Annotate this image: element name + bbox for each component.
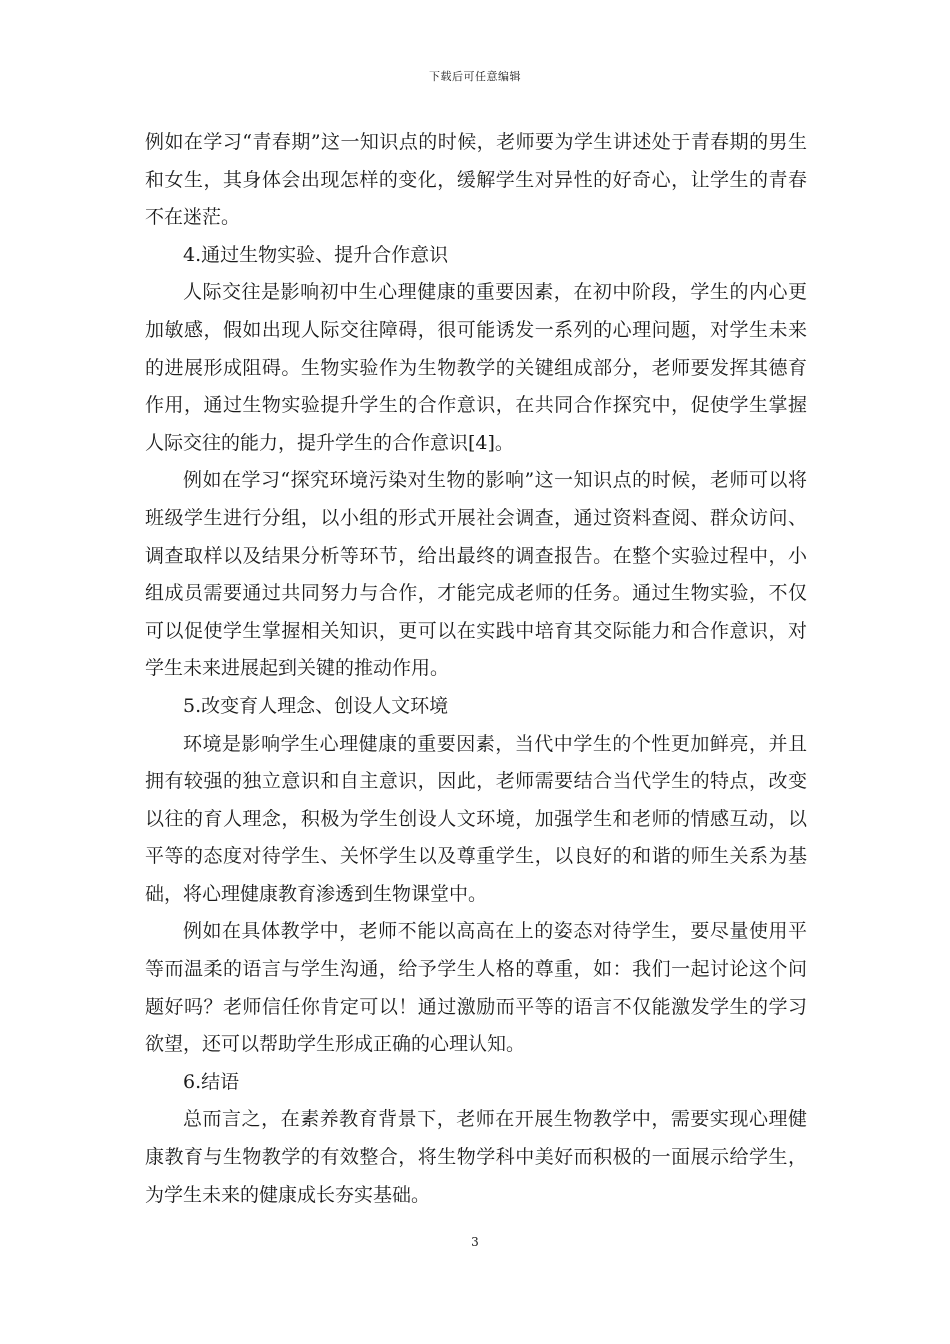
page-number: 3 — [471, 1235, 479, 1249]
paragraph-environment: 环境是影响学生心理健康的重要因素，当代中学生的个性更加鲜亮，并且拥有较强的独立意识和自主意识，因此，老师需要结合当代学生的特点，改变以往的育人理念，积极为学生创设人文环境，加强学生和老师的情感互动，以平等的态度对待学生、关怀学生以及尊重学生，以良好的和谐的师生关系为基础，将心理健康教育渗透到生物课堂中。 — [145, 732, 807, 905]
paragraph-teaching-example: 例如在具体教学中，老师不能以高高在上的姿态对待学生，要尽量使用平等而温柔的语言与学生沟通，给予学生人格的尊重，如：我们一起讨论这个问题好吗？老师信任你肯定可以！通过激励而平等的语言不仅能激发学生的学习欲望，还可以帮助学生形成正确的心理认知。 — [145, 920, 807, 1056]
section-heading-6: 6.结语 — [183, 1070, 240, 1093]
section-heading-4: 4.通过生物实验、提升合作意识 — [183, 243, 449, 266]
page-header: 下载后可任意编辑 — [429, 70, 521, 83]
paragraph-conclusion: 总而言之，在素养教育背景下，老师在开展生物教学中，需要实现心理健康教育与生物教学的有效整合，将生物学科中美好而积极的一面展示给学生，为学生未来的健康成长夯实基础。 — [145, 1108, 807, 1206]
paragraph-environment-example: 例如在学习“探究环境污染对生物的影响”这一知识点的时候，老师可以将班级学生进行分组，以小组的形式开展社会调查，通过资料查阅、群众访问、调查取样以及结果分析等环节，给出最终的调查报告。在整个实验过程中，小组成员需要通过共同努力与合作，才能完成老师的任务。通过生物实验，不仅可以促使学生掌握相关知识，更可以在实践中培育其交际能力和合作意识，对学生未来进展起到关键的推动作用。 — [145, 469, 807, 680]
paragraph-interpersonal: 人际交往是影响初中生心理健康的重要因素，在初中阶段，学生的内心更加敏感，假如出现人际交往障碍，很可能诱发一系列的心理问题，对学生未来的进展形成阻碍。生物实验作为生物教学的关键组成部分，老师要发挥其德育作用，通过生物实验提升学生的合作意识，在共同合作探究中，促使学生掌握人际交往的能力，提升学生的合作意识[4]。 — [145, 281, 807, 454]
paragraph-puberty-example: 例如在学习“青春期”这一知识点的时候，老师要为学生讲述处于青春期的男生和女生，其身体会出现怎样的变化，缓解学生对异性的好奇心，让学生的青春不在迷茫。 — [145, 131, 807, 229]
section-heading-5: 5.改变育人理念、创设人文环境 — [183, 694, 449, 717]
document-body — [145, 124, 807, 1214]
